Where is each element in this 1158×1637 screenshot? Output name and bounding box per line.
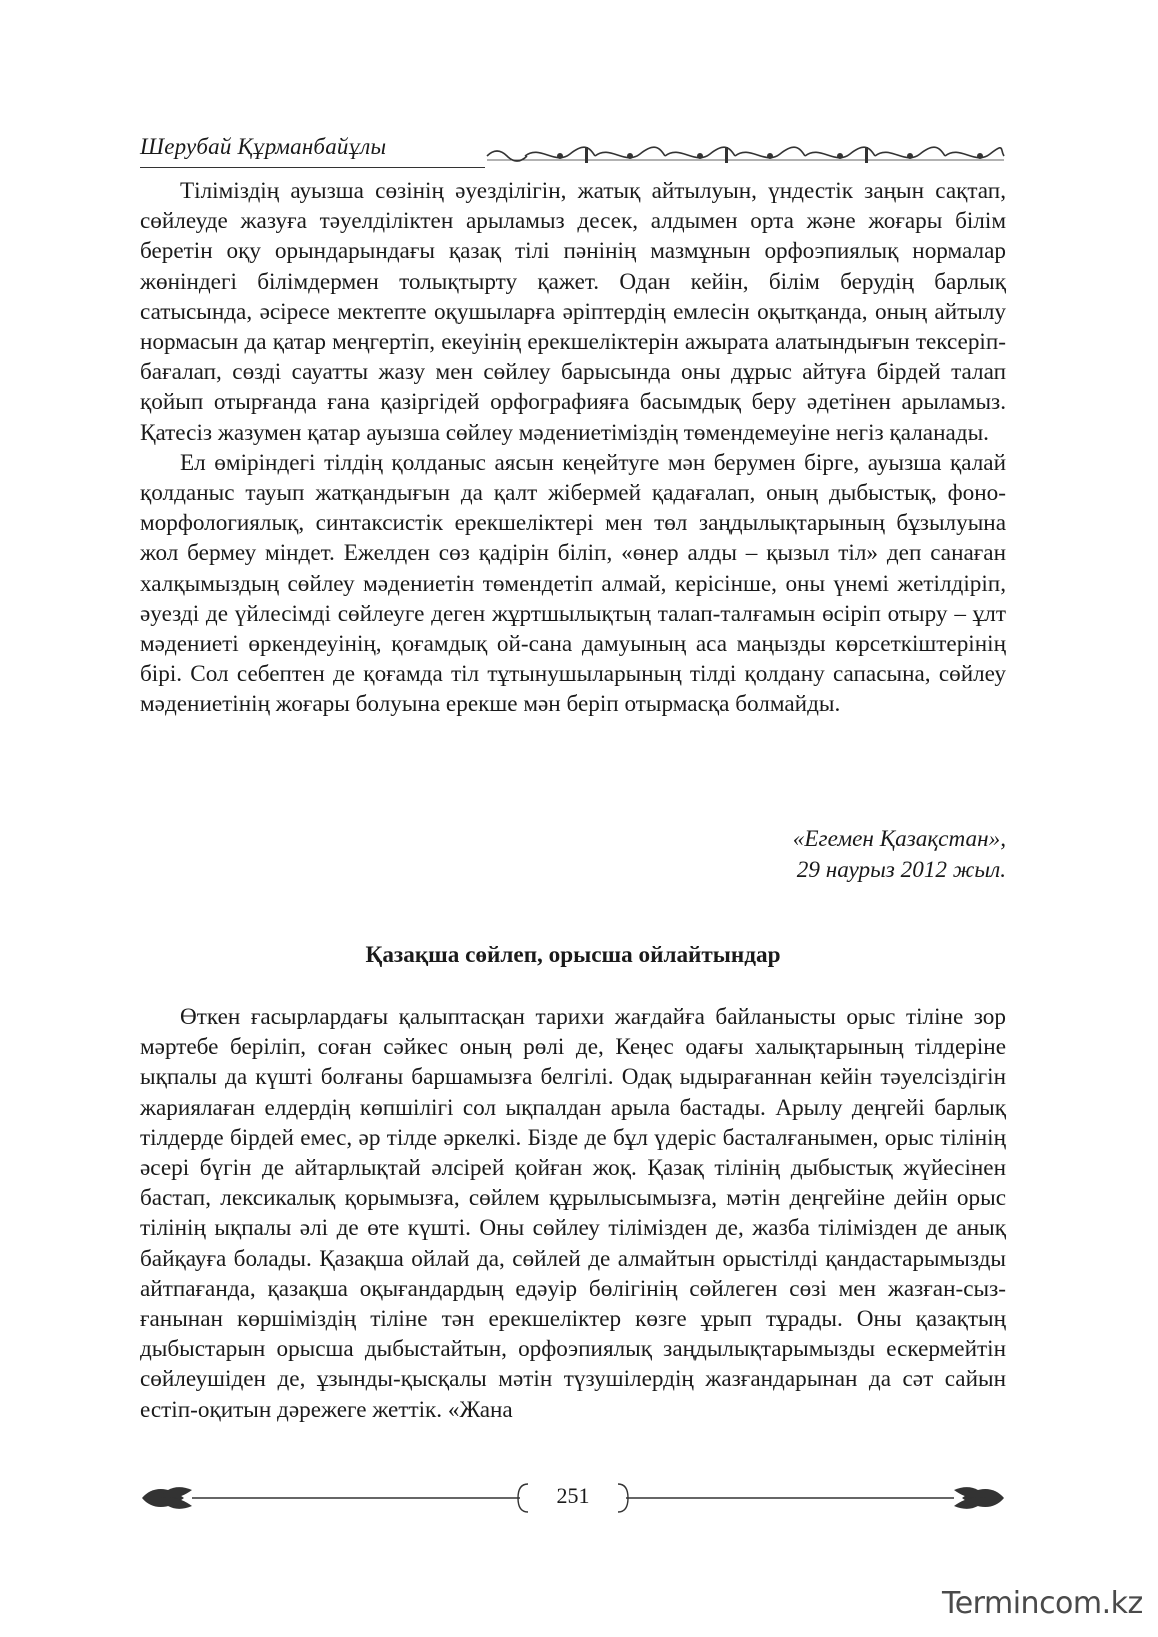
running-header <box>140 128 1006 168</box>
article1-paragraph-1: Тіліміздің ауызша сөзінің әуезділігін, жатық айтылуын, үндестік заңын сақтап, сөйлеуде жазуға тәуелділіктен арыламыз десек, алдымен орта және жоғары білім беретін оқу орындарындағы қазақ тілі пәнінің мазмұнын орфоэпиялық нормалар жөніндегі білімдермен толықтырту қажет. Одан кейін, білім берудің барлық сатысында, әсіресе мектепте оқушыларға әріптердің емлесін оқытқанда, оның айтылу нормасын да қатар меңгертіп, екеуінің ерекшеліктерін ажырата алатындығын тексеріп-бағалап, сөзді сауатты жазу мен сөйлеу барысында оны дұрыс айтуға бірдей талап қойып отырғанда ғана қазіргідей орфографияға басымдық беру әдетінен арыламыз. Қатесіз жазумен қатар ауызша сөйлеу мәдениетіміздің төмендемеуіне негіз қаланады. <box>140 178 1006 446</box>
article1-paragraph-2: Ел өміріндегі тілдің қолданыс аясын кеңейтуге мән берумен бірге, ауызша қалай қолданыс тауып жатқандығын да қалт жібермей қадағалап, оның дыбыстық, фоно-морфологиялық, синтаксистік ерекшеліктері мен төл заңдылықтарының бұзылуына жол бермеу міндет. Ежелден сөз қадірін біліп, «өнер алды – қызыл тіл» деп санаған халқымыздың сөйлеу мәдениетін төмендетіп алмай, керісінше, оны үнемі жетілдіріп, әуезді де үйлесімді сөйлеуге деген жұртшылықтың талап-талғамын өсіріп отыру – ұлт мәдениеті өркендеуінің, қоғамдық ой-сана дамуының аса маңызды көрсеткіштерінің бірі. Сол себептен де қоғамда тіл тұтынушыларының тілді қолдану сапасына, сөйлеу мәдениетінің жоғары болуына ерекше мән беріп отырмасқа болмайды. <box>140 449 1006 718</box>
source-date: 29 наурыз 2012 жыл. <box>796 857 1006 883</box>
watermark-logo: Termincom.kz <box>942 1586 1143 1621</box>
page-footer <box>140 1478 1006 1518</box>
header-rule <box>140 167 485 168</box>
page-number: 251 <box>556 1483 590 1508</box>
source-publication: «Егемен Қазақстан», <box>792 826 1006 852</box>
article2-title: Қазақша сөйлеп, орысша ойлайтындар <box>365 942 781 968</box>
header-author: Шерубай Құрманбайұлы <box>140 134 387 159</box>
header-ornament-icon <box>485 140 1006 170</box>
article2-body <box>140 1002 1006 1425</box>
article1-body <box>140 176 1006 720</box>
article2-paragraph-1: Өткен ғасырлардағы қалыптасқан тарихи жағдайға байланысты орыс тіліне зор мәртебе беріліп, соған сәйкес оның рөлі де, Кеңес одағы халықтарының тілдеріне ықпалы да күшті болғаны баршамызға белгілі. Одақ ыдырағаннан кейін тәуелсіздігін жариялаған елдердің көпшілігі сол ықпалдан арыла бастады. Арылу деңгейі барлық тілдерде бірдей емес, әр тілде әркелкі. Бізде де бұл үдеріс басталғанымен, орыс тілінің әсері бүгін де айтарлықтай әлсірей қойған жоқ. Қазақ тілінің дыбыстық жүйесінен бастап, лексикалық қорымызға, сөйлем құрылысымызға, мәтін деңгейіне дейін орыс тілінің ықпалы әлі де өте күшті. Оны сөйлеу тілімізден де, жазба тілімізден де анық байқауға болады. Қазақша ойлай да, сөйлей де алмайтын орыстілді қандастарымызды айтпағанда, қазақша оқығандардың едәуір бөлігінің сөйлеген сөзі мен жазған-сызғанынан көршіміздің тіліне тән ерекшеліктер көзге ұрып тұрады. Оны қазақтың дыбыстарын орысша дыбыстайтын, орфоэпиялық заңдылықтарымызды ескермейтін сөйлеушіден де, ұзынды-қысқалы мәтін түзушілердің жазғандарынан да сәт сайын естіп-оқитын дәрежеге жеттік. «Жана <box>140 1004 1006 1423</box>
article1-source <box>140 824 1006 886</box>
